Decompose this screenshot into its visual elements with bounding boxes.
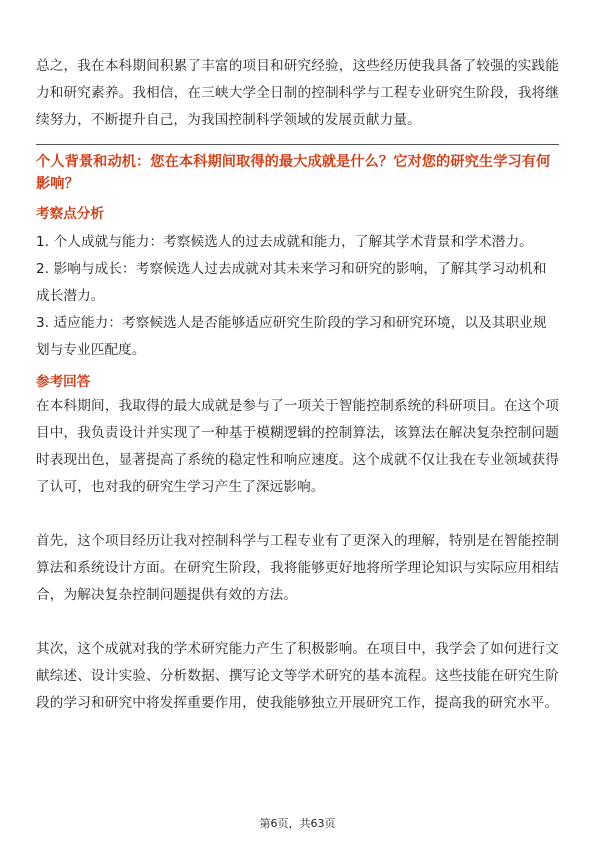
- analysis-item: 1. 个人成就与能力：考察候选人的过去成就和能力，了解其学术背景和学术潜力。: [36, 234, 533, 250]
- answer-paragraph: 在本科期间，我取得的最大成就是参与了一项关于智能控制系统的科研项目。在这个项目中，我负责设计并实现了一种基于模糊逻辑的控制算法，该算法在解决复杂控制问题时表现出色，显著提高了系统的稳定性和响应速度。这个成就不仅让我在专业领域获得了认可，也对我的研究生学习产生了深远影响。: [36, 398, 559, 495]
- answer-paragraph: 首先，这个项目经历让我对控制科学与工程专业有了更深入的理解，特别是在智能控制算法和系统设计方面。在研究生阶段，我将能够更好地将所学理论知识与实际应用相结合，为解决复杂控制问题提供有效的方法。: [36, 533, 559, 603]
- analysis-item: 3. 适应能力：考察候选人是否能够适应研究生阶段的学习和研究环境，以及其职业规划与专业匹配度。: [36, 315, 547, 358]
- section-divider: [36, 144, 559, 145]
- answer-paragraph: 其次，这个成就对我的学术研究能力产生了积极影响。在项目中，我学会了如何进行文献综述、设计实验、分析数据、撰写论文等学术研究的基本流程。这些技能在研究生阶段的学习和研究中将发挥重要作用，使我能够独立开展研究工作，提高我的研究水平。: [36, 641, 559, 711]
- analysis-heading: 考察点分析: [36, 206, 104, 222]
- answer-heading: 参考回答: [36, 374, 91, 390]
- analysis-list: [36, 229, 559, 364]
- page-number: 第6页，共63页: [259, 817, 336, 830]
- analysis-item: 2. 影响与成长：考察候选人过去成就对其未来学习和研究的影响，了解其学习动机和成长潜力。: [36, 261, 547, 304]
- page-content: [36, 53, 559, 717]
- intro-paragraph: 总之，我在本科期间积累了丰富的项目和研究经验，这些经历使我具备了较强的实践能力和研究素养。我相信，在三峡大学全日制的控制科学与工程专业研究生阶段，我将继续努力，不断提升自己，为我国控制科学领域的发展贡献力量。: [36, 58, 559, 128]
- question-title: 个人背景和动机：您在本科期间取得的最大成就是什么？它对您的研究生学习有何影响？: [36, 154, 551, 192]
- answer-body: [36, 393, 559, 717]
